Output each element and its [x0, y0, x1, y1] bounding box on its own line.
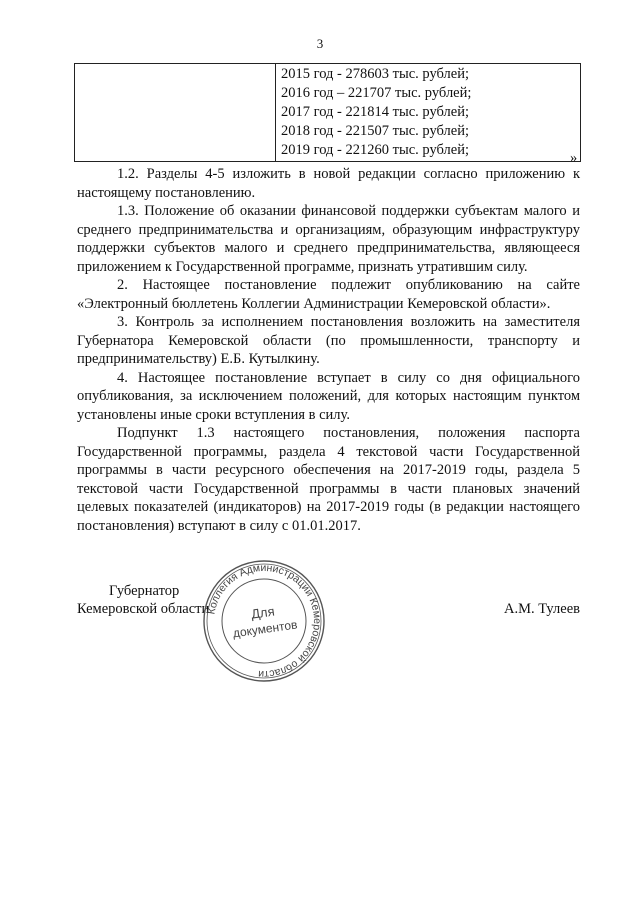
paragraph-4: 4. Настоящее постановление вступает в силу со дня официального опубликования, за исключением положений, для которых настоящим пунктом установлены иные сроки вступления в силу. — [77, 369, 580, 423]
seal-ring-text: Коллегия Администрации Кемеровской области — [205, 561, 324, 681]
budget-row: 2015 год - 278603 тыс. рублей; — [281, 66, 469, 82]
signature-block — [77, 561, 580, 722]
budget-row: 2018 год - 221507 тыс. рублей; — [281, 123, 469, 139]
official-seal-stamp — [202, 559, 326, 683]
budget-row: 2019 год - 221260 тыс. рублей; — [281, 142, 469, 158]
paragraph-1-3: 1.3. Положение об оказании финансовой поддержки субъектам малого и среднего предпринимательства и организациям, образующим инфраструктуру поддержки субъектов малого и среднего предпринимательства, являющееся приложением к Государственной программе, признать утратившим силу. — [77, 203, 580, 275]
table-cell-empty — [75, 64, 276, 162]
seal-center-line-1: Для — [250, 603, 276, 622]
table-row — [75, 64, 581, 162]
budget-row: 2017 год - 221814 тыс. рублей; — [281, 104, 469, 120]
page-number: 3 — [316, 36, 324, 51]
table-cell-budget — [276, 64, 581, 162]
paragraph-3: 3. Контроль за исполнением постановления возложить на заместителя Губернатора Кемеровской области (по промышленности, транспорту и предпринимательству) Е.Б. Кутылкину. — [77, 314, 580, 367]
budget-row: 2016 год – 221707 тыс. рублей; — [281, 85, 472, 101]
paragraph-2: 2. Настоящее постановление подлежит опубликованию на сайте «Электронный бюллетень Коллегии Администрации Кемеровской области». — [77, 277, 580, 312]
paragraph-subpoint: Подпункт 1.3 настоящего постановления, положения паспорта Государственной программы, раздела 4 текстовой части Государственной программы в части ресурсного обеспечения на 2017-2019 годы, раздела 5 текстовой части Государственной программы в части плановых значений целевых показателей (индикаторов) на 2017-2019 годы (в редакции настоящего постановления) вступают в силу с 01.01.2017. — [77, 425, 580, 534]
governor-title: Губернатор — [109, 583, 180, 599]
governor-name: А.М. Тулеев — [504, 601, 580, 617]
budget-table — [74, 63, 581, 162]
closing-quote: » — [570, 150, 578, 166]
governor-region: Кемеровской области — [77, 601, 210, 617]
seal-center-line-2: документов — [232, 617, 299, 641]
paragraph-1-2: 1.2. Разделы 4-5 изложить в новой редакции согласно приложению к настоящему постановлению. — [77, 166, 580, 201]
document-body — [77, 165, 580, 535]
